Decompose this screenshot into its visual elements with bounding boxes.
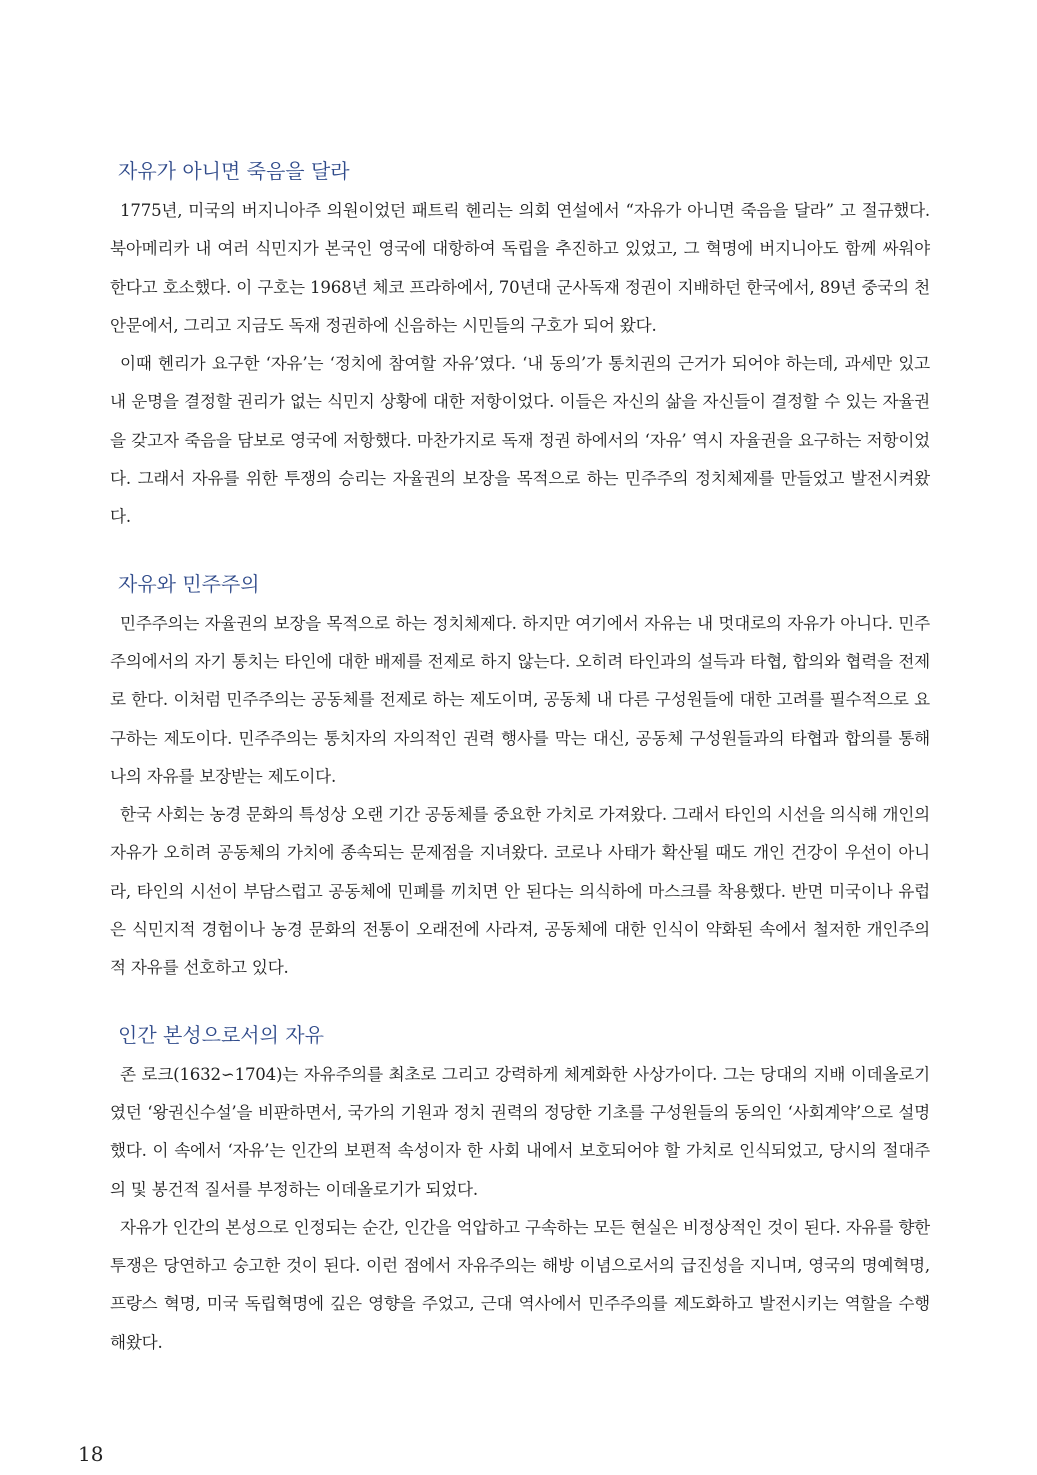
paragraph: 이때 헨리가 요구한 ‘자유’는 ‘정치에 참여할 자유’였다. ‘내 동의’가 통치권의 근거가 되어야 하는데, 과세만 있고 내 운명을 결정할 권리가 없는 식민지 상황에 대한 저항이었다. 이들은 자신의 삶을 자신들이 결정할 수 있는 자율권을 갖고자 죽음을 담보로 영국에 저항했다. 마찬가지로 독재 정권 하에서의 ‘자유’ 역시 자율권을 요구하는 저항이었다. 그래서 자유를 위한 투쟁의 승리는 자율권의 보장을 목적으로 하는 민주주의 정치체제를 만들었고 발전시켜왔다. <box>110 354 930 527</box>
paragraph: 존 로크(1632∽1704)는 자유주의를 최초로 그리고 강력하게 체계화한 사상가이다. 그는 당대의 지배 이데올로기였던 ‘왕권신수설’을 비판하면서, 국가의 기원과 정치 권력의 정당한 기초를 구성원들의 동의인 ‘사회계약’으로 설명했다. 이 속에서 ‘자유’는 인간의 보편적 속성이자 한 사회 내에서 보호되어야 할 가치로 인식되었고, 당시의 절대주의 및 봉건적 질서를 부정하는 이데올로기가 되었다. <box>110 1064 930 1199</box>
section-freedom-or-death <box>110 150 930 537</box>
page-body <box>110 150 930 1362</box>
paragraph: 자유가 인간의 본성으로 인정되는 순간, 인간을 억압하고 구속하는 모든 현실은 비정상적인 것이 된다. 자유를 향한 투쟁은 당연하고 숭고한 것이 된다. 이런 점에서 자유주의는 해방 이념으로서의 급진성을 지니며, 영국의 명예혁명, 프랑스 혁명, 미국 독립혁명에 깊은 영향을 주었고, 근대 역사에서 민주주의를 제도화하고 발전시키는 역할을 수행해왔다. <box>110 1217 930 1352</box>
section-freedom-as-human-nature <box>110 1014 930 1362</box>
section-heading: 인간 본성으로서의 자유 <box>118 1022 324 1047</box>
paragraph: 민주주의는 자율권의 보장을 목적으로 하는 정치체제다. 하지만 여기에서 자유는 내 멋대로의 자유가 아니다. 민주주의에서의 자기 통치는 타인에 대한 배제를 전제로 하지 않는다. 오히려 타인과의 설득과 타협, 합의와 협력을 전제로 한다. 이처럼 민주주의는 공동체를 전제로 하는 제도이며, 공동체 내 다른 구성원들에 대한 고려를 필수적으로 요구하는 제도이다. 민주주의는 통치자의 자의적인 권력 행사를 막는 대신, 공동체 구성원들과의 타협과 합의를 통해 나의 자유를 보장받는 제도이다. <box>110 613 930 786</box>
section-heading: 자유와 민주주의 <box>118 571 260 596</box>
paragraph: 한국 사회는 농경 문화의 특성상 오랜 기간 공동체를 중요한 가치로 가져왔다. 그래서 타인의 시선을 의식해 개인의 자유가 오히려 공동체의 가치에 종속되는 문제점을 지녀왔다. 코로나 사태가 확산될 때도 개인 건강이 우선이 아니라, 타인의 시선이 부담스럽고 공동체에 민폐를 끼치면 안 된다는 의식하에 마스크를 착용했다. 반면 미국이나 유럽은 식민지적 경험이나 농경 문화의 전통이 오래전에 사라져, 공동체에 대한 인식이 약화된 속에서 철저한 개인주의적 자유를 선호하고 있다. <box>110 805 930 978</box>
section-heading: 자유가 아니면 죽음을 달라 <box>118 159 350 183</box>
paragraph: 1775년, 미국의 버지니아주 의원이었던 패트릭 헨리는 의회 연설에서 “자유가 아니면 죽음을 달라” 고 절규했다. 북아메리카 내 여러 식민지가 본국인 영국에 대항하여 독립을 추진하고 있었고, 그 혁명에 버지니아도 함께 싸워야 한다고 호소했다. 이 구호는 1968년 체코 프라하에서, 70년대 군사독재 정권이 지배하던 한국에서, 89년 중국의 천안문에서, 그리고 지금도 독재 정권하에 신음하는 시민들의 구호가 되어 왔다. <box>110 201 930 335</box>
section-freedom-and-democracy <box>110 563 930 988</box>
page-number: 18 <box>78 1442 104 1466</box>
